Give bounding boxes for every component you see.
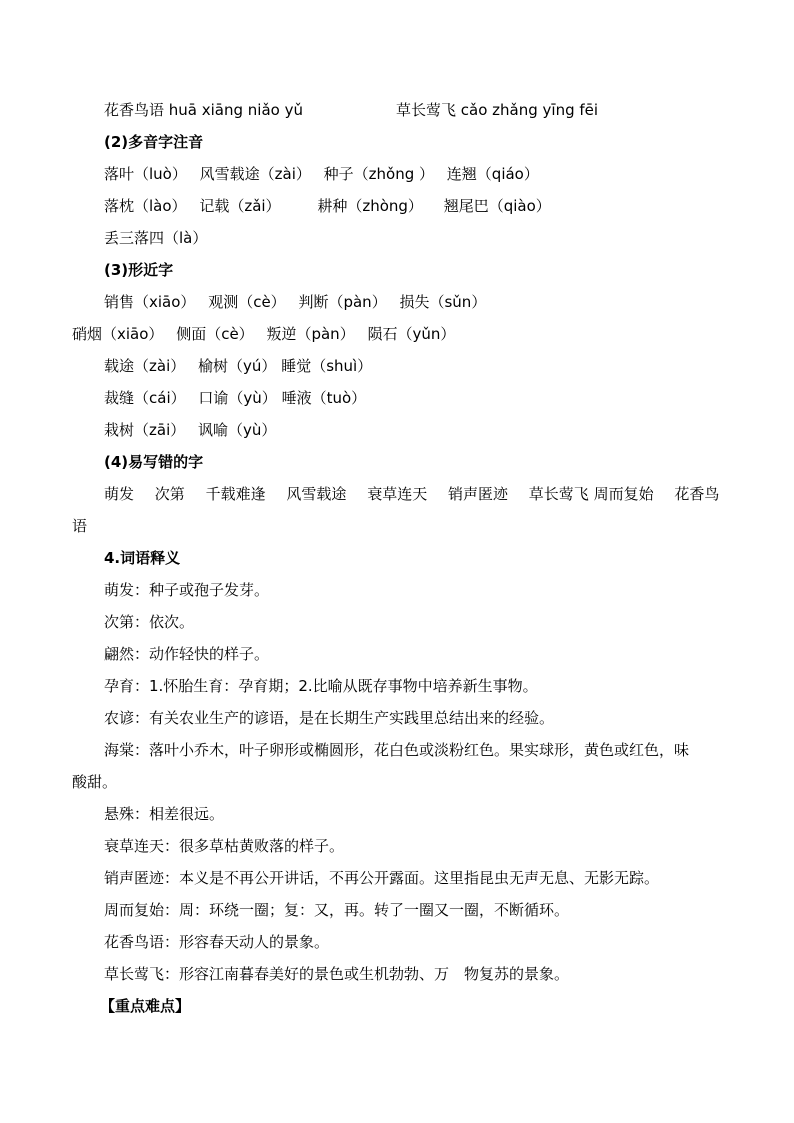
glossary-item: 销声匿迹：本义是不再公开讲话，不再公开露面。这里指昆虫无声无息、无影无踪。 xyxy=(104,869,660,887)
list-item: 草长莺飞 xyxy=(528,485,589,503)
list-item: 种子（zhǒng ） xyxy=(323,165,435,183)
section-heading: (3)形近字 xyxy=(104,261,174,279)
pinyin-row xyxy=(104,99,303,121)
list-item: 销声匿迹 xyxy=(447,485,508,503)
section-heading: (4)易写错的字 xyxy=(104,453,204,471)
polyphone-row xyxy=(104,163,539,185)
polyphone-row xyxy=(104,195,551,217)
pinyin-item: 花香鸟语 huā xiāng niǎo yǔ xyxy=(104,101,303,119)
glossary-item: 翩然：动作轻快的样子。 xyxy=(104,645,270,663)
similar-row xyxy=(104,291,486,313)
easy-wrong-line xyxy=(104,483,719,505)
list-item: 连翘（qiáo） xyxy=(446,165,539,183)
glossary-item: 萌发：种子或孢子发芽。 xyxy=(104,581,270,599)
list-item: 丢三落四（là） xyxy=(104,229,208,247)
list-item: 叛逆（pàn） xyxy=(266,325,355,343)
list-item: 陨石（yǔn） xyxy=(367,325,456,343)
list-item: 翘尾巴（qiào） xyxy=(443,197,551,215)
glossary-item: 海棠：落叶小乔木，叶子卵形或椭圆形，花白色或淡粉红色。果实球形，黄色或红色，味 xyxy=(104,741,690,759)
list-item: 口谕（yù） xyxy=(198,389,277,407)
list-item: 花香鸟 xyxy=(674,485,720,503)
section-heading: 【重点难点】 xyxy=(100,997,191,1015)
list-item: 衰草连天 xyxy=(367,485,428,503)
pinyin-item: 草长莺飞 cǎo zhǎng yīng fēi xyxy=(396,101,599,119)
list-item: 观测（cè） xyxy=(208,293,286,311)
glossary-item: 衰草连天：很多草枯黄败落的样子。 xyxy=(104,837,345,855)
list-item: 裁缝（cái） xyxy=(104,389,186,407)
glossary-item: 农谚：有关农业生产的谚语，是在长期生产实践里总结出来的经验。 xyxy=(104,709,555,727)
list-item: 记载（zǎi） xyxy=(199,197,281,215)
section-heading: 4.词语释义 xyxy=(104,549,181,567)
easy-wrong-line xyxy=(72,515,87,537)
glossary-item: 周而复始：周：环绕一圈；复：又，再。转了一圈又一圈，不断循环。 xyxy=(104,901,570,919)
list-item: 风雪载途 xyxy=(286,485,347,503)
list-item: 次第 xyxy=(154,485,185,503)
list-item: 榆树（yú） xyxy=(198,357,277,375)
section-heading: (2)多音字注音 xyxy=(104,133,204,151)
list-item: 语 xyxy=(72,517,88,535)
list-item: 损失（sǔn） xyxy=(399,293,487,311)
list-item: 载途（zài） xyxy=(104,357,186,375)
glossary-item: 酸甜。 xyxy=(72,773,118,791)
pinyin-row xyxy=(396,99,598,121)
list-item: 硝烟（xiāo） xyxy=(72,325,164,343)
list-item: 风雪载途（zài） xyxy=(199,165,311,183)
similar-row xyxy=(104,387,366,409)
glossary-item: 次第：依次。 xyxy=(104,613,195,631)
list-item: 睡觉（shuì） xyxy=(281,357,373,375)
list-item: 萌发 xyxy=(104,485,135,503)
polyphone-row xyxy=(104,227,207,249)
glossary-item: 草长莺飞：形容江南暮春美好的景色或生机勃勃、万 物复苏的景象。 xyxy=(104,965,570,983)
list-item: 栽树（zāi） xyxy=(104,421,186,439)
glossary-item: 悬殊：相差很远。 xyxy=(104,805,225,823)
list-item: 讽喻（yù） xyxy=(198,421,277,439)
list-item: 销售（xiāo） xyxy=(104,293,196,311)
similar-row xyxy=(104,355,372,377)
glossary-item: 花香鸟语：形容春天动人的景象。 xyxy=(104,933,330,951)
list-item: 千载难逢 xyxy=(205,485,266,503)
list-item: 判断（pàn） xyxy=(298,293,387,311)
glossary-item: 孕育：1.怀胎生育：孕育期；2.比喻从既存事物中培养新生事物。 xyxy=(104,677,538,695)
list-item: 唾液（tuò） xyxy=(281,389,367,407)
list-item: 侧面（cè） xyxy=(176,325,254,343)
list-item: 周而复始 xyxy=(593,485,654,503)
list-item: 耕种（zhòng） xyxy=(317,197,423,215)
similar-row xyxy=(104,419,276,441)
list-item: 落枕（lào） xyxy=(104,197,187,215)
list-item: 落叶（luò） xyxy=(104,165,187,183)
similar-row xyxy=(72,323,455,345)
